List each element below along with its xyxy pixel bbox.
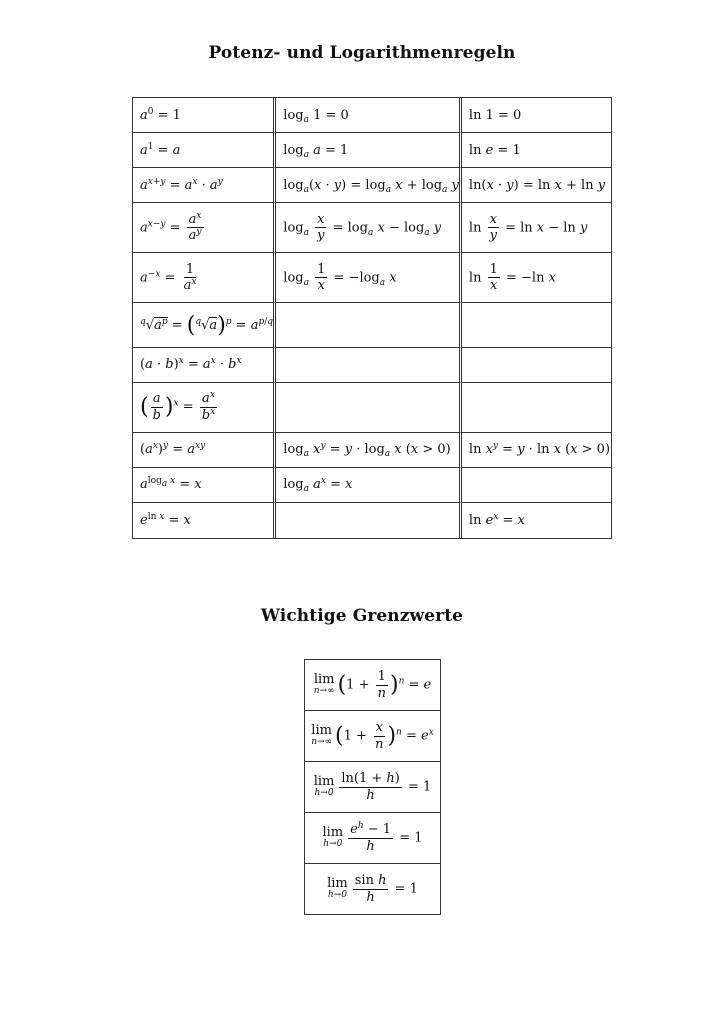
limits-table [304, 659, 441, 915]
rule-cell: ln 1 = 0 [462, 98, 611, 133]
empty-cell [276, 348, 462, 383]
rule-cell: $\log_a x^y = y \cdot \log_a x$ (x > 0) [276, 433, 462, 468]
rule-cell: $a^{log_a x} = x$ [133, 468, 276, 503]
table-row [133, 98, 611, 133]
limits-heading: Wichtige Grenzwerte [260, 606, 464, 626]
rule-cell: $\log_a$ $\frac{x}{y}$ = $\log_a x - \log_a y$ [276, 203, 462, 253]
table-row [133, 348, 611, 383]
power-log-rules-table [132, 97, 612, 539]
empty-cell [462, 468, 611, 503]
rule-cell: $e^{ln x} = x$ [133, 503, 276, 538]
table-row [133, 503, 611, 538]
limit-cell: lim h→0 $\frac{e^h - 1}{h}$ = 1 [305, 813, 441, 864]
table-row [133, 383, 611, 433]
rule-cell: ln $\frac{1}{x}$ = −ln x [462, 253, 611, 303]
empty-cell [276, 503, 462, 538]
table-row [305, 864, 441, 915]
table-row [305, 813, 441, 864]
rule-cell: $a^{x+y} = a^x \cdot a^y$ [133, 168, 276, 203]
empty-cell [462, 383, 611, 433]
table-row [133, 468, 611, 503]
rule-cell: ln e = 1 [462, 133, 611, 168]
rules-heading: Potenz- und Logarithmenregeln [208, 43, 516, 63]
rule-cell: ln $\frac{x}{y}$ = ln x − ln y [462, 203, 611, 253]
empty-cell [276, 383, 462, 433]
limit-cell: lim h→0 $\frac{\text{sin h}}{h}$ = 1 [327, 872, 418, 905]
rule-cell: $\ln x^y = y \cdot \ln x$ (x > 0) [462, 433, 611, 468]
rule-cell: $\log_a 1 = 0$ [276, 98, 462, 133]
empty-cell [462, 348, 611, 383]
limit-cell: lim h→0 $\frac{\ln(1 + h)}{h}$ = 1 [305, 762, 441, 813]
rule-cell: $\ln e^x = x$ [468, 512, 525, 528]
rule-cell: $\log_a a^x = x$ [276, 468, 462, 503]
limit-cell: lim n→∞ (1 + $\frac{1}{n}$ )$^n$ = e [305, 660, 441, 711]
rule-cell: $\log_a a = 1$ [276, 133, 462, 168]
rule-cell: $a^{-x}$ = $\frac{1}{a^x}$ [133, 253, 276, 303]
rule-cell: $(a \cdot b)^x = a^x \cdot b^x$ [133, 348, 276, 383]
rule-cell: $\log_a(x \cdot y) = \log_a x + \log_a y$ [276, 168, 462, 203]
rule-cell: $a^{x-y}$ = $\frac{a^x}{a^y}$ [133, 203, 276, 253]
rule-cell: $^q√a^p = (^q√a)^p = a^{p/q}$ [133, 303, 276, 347]
rule-cell: $a^1 = a$ [133, 133, 276, 168]
table-row [133, 433, 611, 468]
rule-cell: $a^0 = 1$ [133, 98, 276, 133]
rule-cell: ln(x · y) = ln x + ln y [462, 168, 611, 203]
table-row [133, 168, 611, 203]
rule-cell: $\log_a$ $\frac{1}{x}$ = $-\log_a$ x [276, 253, 462, 303]
table-row [133, 133, 611, 168]
rule-cell: ( $\frac{a}{b}$ )$^x$ = $\frac{a^x}{b^x}$ [133, 383, 276, 433]
table-row [133, 253, 611, 303]
rule-cell: $(a^x)^y = a^{xy}$ [133, 433, 276, 468]
table-row [133, 203, 611, 253]
table-row [133, 303, 611, 347]
limit-cell: lim n→∞ (1 + $\frac{x}{n}$ )$^n = e^x$ [305, 711, 441, 762]
table-row [305, 711, 441, 762]
empty-cell [276, 303, 462, 347]
table-row [305, 762, 441, 813]
empty-cell [462, 303, 611, 347]
table-row [305, 660, 441, 711]
